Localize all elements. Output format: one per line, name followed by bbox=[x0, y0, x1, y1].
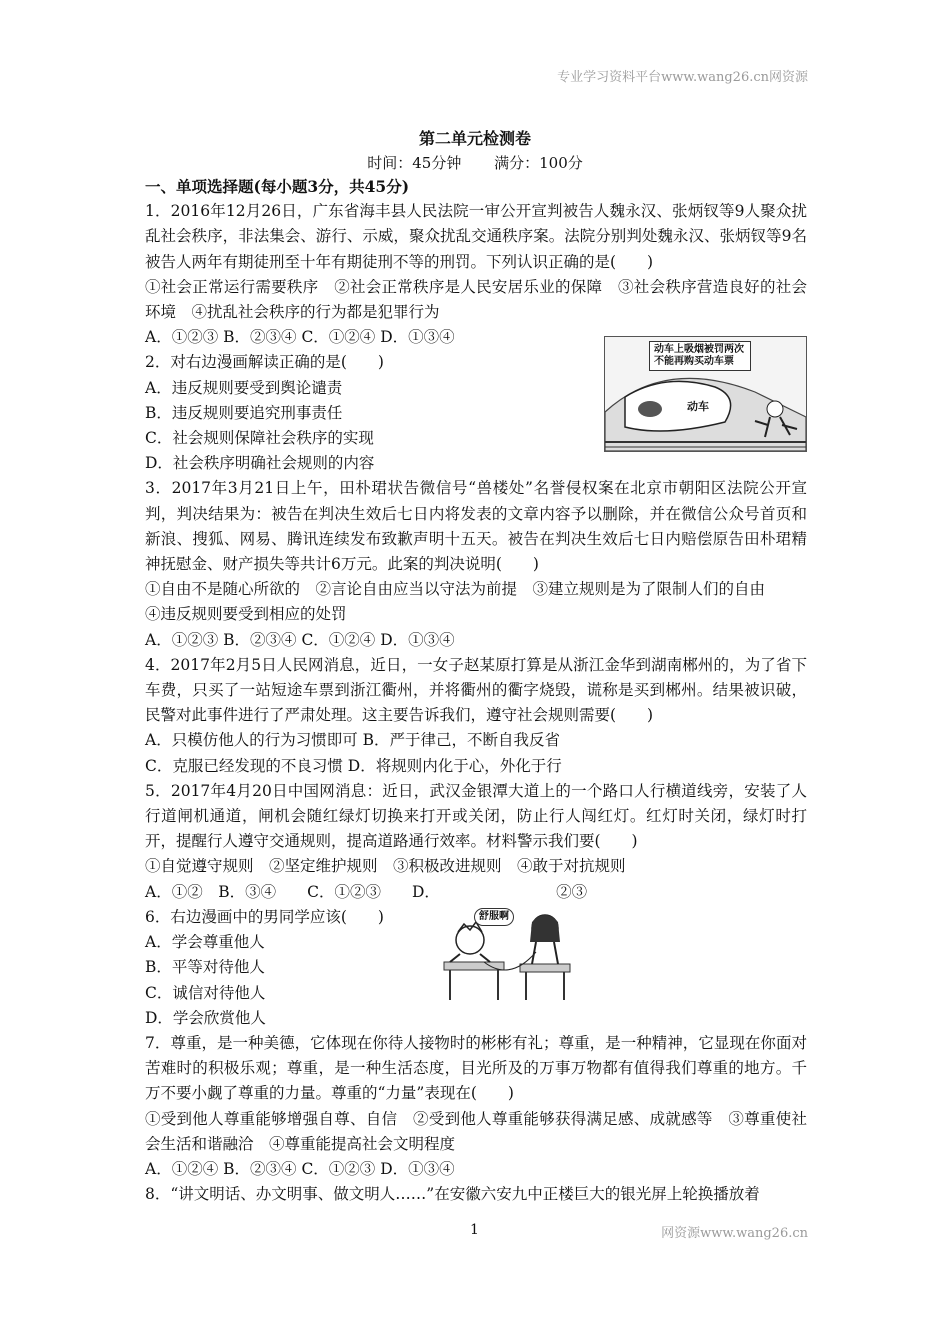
question-list bbox=[145, 174, 807, 1207]
q2-option-a: A．违反规则要受到舆论谴责 bbox=[145, 378, 343, 397]
q3-options: A．①②③ B．②③④ C．①②④ D．①③④ bbox=[145, 630, 455, 649]
page-title: 第二单元检测卷 bbox=[418, 129, 531, 148]
cartoon-train-image bbox=[604, 336, 807, 452]
question-6: 6．右边漫画中的男同学应该( ) bbox=[145, 907, 384, 926]
q1-statements: ①社会正常运行需要秩序 ②社会正常秩序是人民安居乐业的保障 ③社会秩序营造良好的社会环境 ④扰乱社会秩序的行为都是犯罪行为 bbox=[145, 277, 807, 322]
q6-option-b: B．平等对待他人 bbox=[145, 958, 265, 977]
section-heading: 一、单项选择题(每小题3分，共45分) bbox=[145, 177, 410, 196]
cartoon2-speech-bubble: 舒服啊 bbox=[474, 908, 514, 926]
question-7: 7．尊重，是一种美德，它体现在你待人接物时的彬彬有礼；尊重，是一种精神，它显现在你面对苦难时的积极乐观；尊重，是一种生活态度，目光所及的万事万物都有值得我们尊重的地方。千万不要小觑了尊重的力量。尊重的“力量”表现在( ) bbox=[145, 1033, 807, 1103]
header-site: 专业学习资料平台www.wang26.cn网资源 bbox=[557, 70, 808, 85]
score-label: 满分：100分 bbox=[494, 154, 583, 172]
q6-option-d: D．学会欣赏他人 bbox=[145, 1008, 266, 1027]
q2-option-c: C．社会规则保障社会秩序的实现 bbox=[145, 429, 374, 448]
q4-options-ab: A．只模仿他人的行为习惯即可 B．严于律己，不断自我反省 bbox=[145, 731, 561, 750]
question-2: 2．对右边漫画解读正确的是( ) bbox=[145, 353, 384, 372]
q2-option-b: B．违反规则要追究刑事责任 bbox=[145, 403, 343, 422]
footer-site: 网资源www.wang26.cn bbox=[661, 1226, 808, 1241]
q5-statements: ①自觉遵守规则 ②坚定维护规则 ③积极改进规则 ④敢于对抗规则 bbox=[145, 857, 626, 876]
q7-statements: ①受到他人尊重能够增强自尊、自信 ②受到他人尊重能够获得满足感、成就感等 ③尊重使社会生活和谐融洽 ④尊重能提高社会文明程度 bbox=[145, 1109, 807, 1153]
q3-statements: ①自由不是随心所欲的 ②言论自由应当以守法为前提 ③建立规则是为了限制人们的自由 bbox=[145, 580, 766, 599]
q6-option-a: A．学会尊重他人 bbox=[145, 933, 265, 952]
question-1: 1．2016年12月26日，广东省海丰县人民法院一审公开宣判被告人魏永汉、张炳钗等9人聚众扰乱社会秩序，非法集会、游行、示威，聚众扰乱交通秩序案。法院分别判处魏永汉、张炳钗等9名被告人两年有期徒刑至十年有期徒刑不等的刑罚。下列认识正确的是( ) bbox=[145, 202, 807, 271]
question-4: 4．2017年2月5日人民网消息，近日，一女子赵某原打算是从浙江金华到湖南郴州的，为了省下车费，只买了一站短途车票到浙江衢州，并将衢州的衢字烧毁，谎称是买到郴州。结果被识破，民警对此事件进行了严肃处理。这主要告诉我们，遵守社会规则需要( ) bbox=[145, 655, 807, 725]
q5-options: A．①② B．③④ C．①②③ D． ②③ bbox=[145, 882, 588, 901]
cartoon1-caption: 动车上吸烟被罚两次不能再购买动车票 bbox=[649, 341, 751, 371]
q1-options: A．①②③ B．②③④ C．①②④ D．①③④ bbox=[145, 328, 455, 347]
exam-info bbox=[0, 152, 950, 173]
cartoon-classroom-image bbox=[440, 902, 574, 1002]
question-3: 3．2017年3月21日上午，田朴珺状告微信号“兽楼处”名誉侵权案在北京市朝阳区法院公开宣判，判决结果为：被告在判决生效后七日内将发表的文章内容予以删除，并在微信公众号首页和新浪、搜狐、网易、腾讯连续发布致歉声明十五天。被告在判决生效后七日内赔偿原告田朴珺精神抚慰金、财产损失等共计6万元。此案的判决说明( ) bbox=[145, 479, 807, 574]
question-8: 8．“讲文明话、办文明事、做文明人……”在安徽六安九中正楼巨大的银光屏上轮换播放着 bbox=[145, 1185, 760, 1204]
time-label: 时间：45分钟 bbox=[367, 154, 462, 172]
page-number: 1 bbox=[470, 1222, 479, 1238]
q6-option-c: C．诚信对待他人 bbox=[145, 983, 266, 1002]
question-5: 5．2017年4月20日中国网消息：近日，武汉金银潭大道上的一个路口人行横道线旁，安装了人行道闸机通道，闸机会随红绿灯切换来打开或关闭，防止行人闯红灯。红灯时关闭，绿灯时打开，提醒行人遵守交通规则，提高道路通行效率。材料警示我们要( ) bbox=[145, 781, 807, 851]
q2-option-d: D．社会秩序明确社会规则的内容 bbox=[145, 454, 375, 473]
q7-options: A．①②④ B．②③④ C．①②③ D．①③④ bbox=[145, 1159, 455, 1178]
q4-options-cd: C．克服已经发现的不良习惯 D．将规则内化于心，外化于行 bbox=[145, 756, 562, 775]
cartoon1-train-label: 动车 bbox=[687, 400, 709, 413]
q3-statement-4: ④违反规则要受到相应的处罚 bbox=[145, 605, 347, 624]
